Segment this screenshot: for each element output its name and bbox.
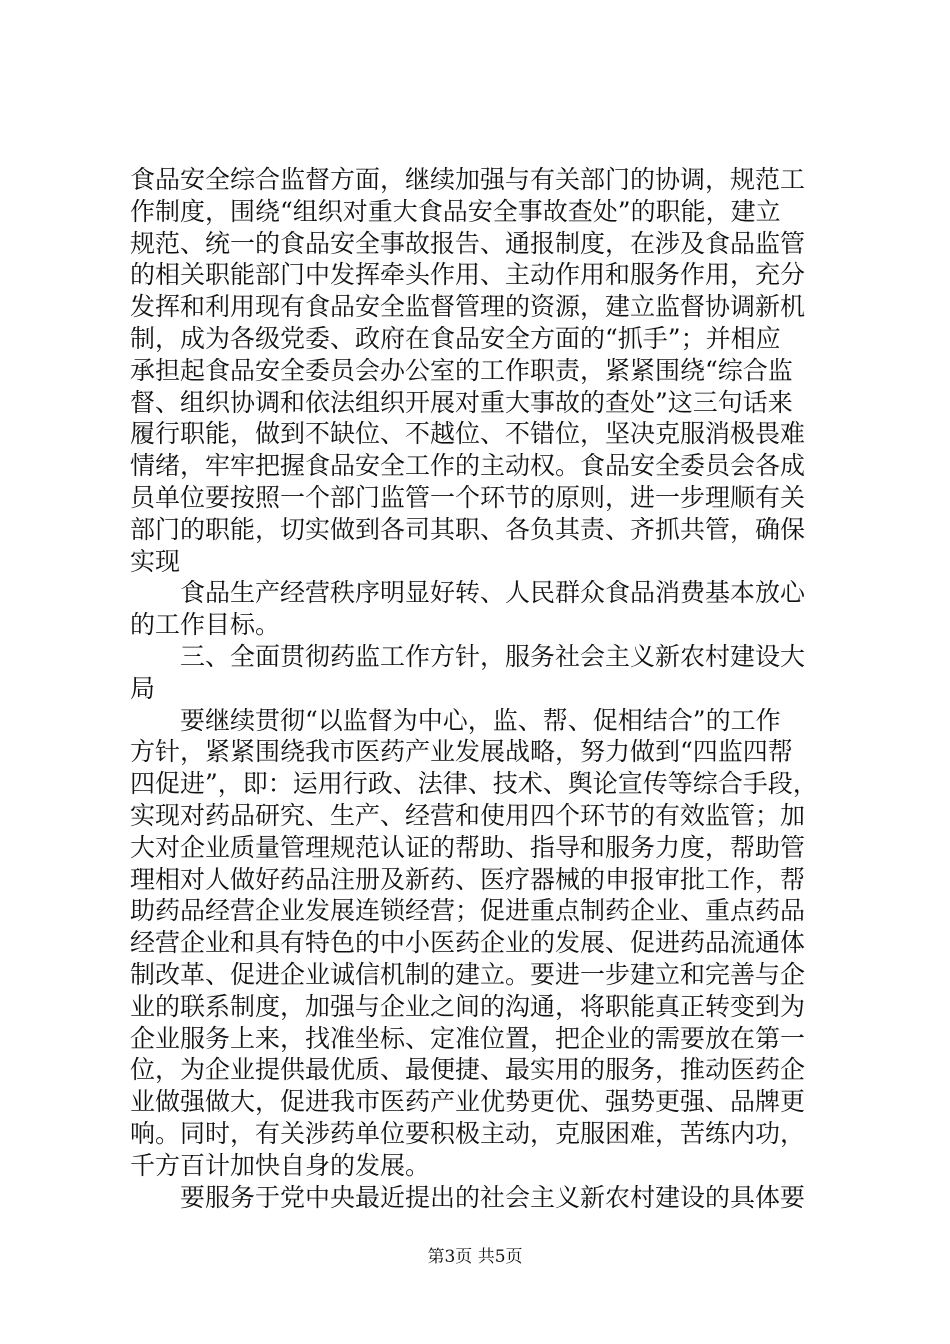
- text-line: 制改革、促进企业诚信机制的建立。要进一步建立和完善与企: [130, 959, 806, 989]
- text-line: 规范、统一的食品安全事故报告、通报制度，在涉及食品监管: [130, 228, 806, 258]
- text-line: 要服务于党中央最近提出的社会主义新农村建设的具体要: [130, 1182, 806, 1212]
- document-body: [130, 164, 830, 1213]
- text-line: 员单位要按照一个部门监管一个环节的原则，进一步理顺有关: [130, 482, 806, 512]
- text-line: 千方百计加快自身的发展。: [130, 1150, 431, 1180]
- text-line: 方针，紧紧围绕我市医药产业发展战略，努力做到“四监四帮: [130, 737, 793, 767]
- text-line: 要继续贯彻“以监督为中心，监、帮、促相结合”的工作: [130, 705, 781, 735]
- text-line: 制，成为各级党委、政府在食品安全方面的“抓手”；并相应: [130, 323, 781, 353]
- section-heading-line: 三、全面贯彻药监工作方针，服务社会主义新农村建设大: [130, 641, 806, 671]
- text-line: 承担起食品安全委员会办公室的工作职责，紧紧围绕“综合监: [130, 355, 793, 385]
- text-line: 督、组织协调和依法组织开展对重大事故的查处”这三句话来: [130, 387, 793, 417]
- text-line: 大对企业质量管理规范认证的帮助、指导和服务力度，帮助管: [130, 832, 806, 862]
- text-line: 食品生产经营秩序明显好转、人民群众食品消费基本放心: [130, 578, 806, 608]
- text-line: 助药品经营企业发展连锁经营；促进重点制药企业、重点药品: [130, 896, 806, 926]
- text-line: 作制度，围绕“组织对重大食品安全事故查处”的职能，建立: [130, 196, 781, 226]
- text-line: 情绪，牢牢把握食品安全工作的主动权。食品安全委员会各成: [130, 451, 806, 481]
- text-line: 经营企业和具有特色的中小医药企业的发展、促进药品流通体: [130, 928, 806, 958]
- text-line: 业的联系制度，加强与企业之间的沟通，将职能真正转变到为: [130, 991, 806, 1021]
- text-line: 部门的职能，切实做到各司其职、各负其责、齐抓共管，确保: [130, 514, 806, 544]
- text-line: 响。同时，有关涉药单位要积极主动，克服困难，苦练内功，: [130, 1118, 806, 1148]
- section-heading-line: 局: [130, 673, 156, 703]
- text-line: 实现: [130, 546, 181, 576]
- text-line: 履行职能，做到不缺位、不越位、不错位，坚决克服消极畏难: [130, 419, 806, 449]
- text-line: 的相关职能部门中发挥牵头作用、主动作用和服务作用，充分: [130, 260, 806, 290]
- text-line: 的工作目标。: [130, 610, 281, 640]
- text-line: 食品安全综合监督方面，继续加强与有关部门的协调，规范工: [130, 165, 806, 194]
- text-line: 四促进”，即：运用行政、法律、技术、舆论宣传等综合手段，: [130, 769, 818, 799]
- text-line: 业做强做大，促进我市医药产业优势更优、强势更强、品牌更: [130, 1087, 806, 1117]
- text-line: 理相对人做好药品注册及新药、医疗器械的申报审批工作，帮: [130, 864, 806, 894]
- text-line: 位，为企业提供最优质、最便捷、最实用的服务，推动医药企: [130, 1055, 806, 1085]
- text-line: 发挥和利用现有食品安全监督管理的资源，建立监督协调新机: [130, 292, 806, 322]
- text-line: 企业服务上来，找准坐标、定准位置，把企业的需要放在第一: [130, 1023, 806, 1053]
- page-number-footer: 第3页 共5页: [427, 1247, 523, 1267]
- text-line: 实现对药品研究、生产、经营和使用四个环节的有效监管；加: [130, 800, 806, 830]
